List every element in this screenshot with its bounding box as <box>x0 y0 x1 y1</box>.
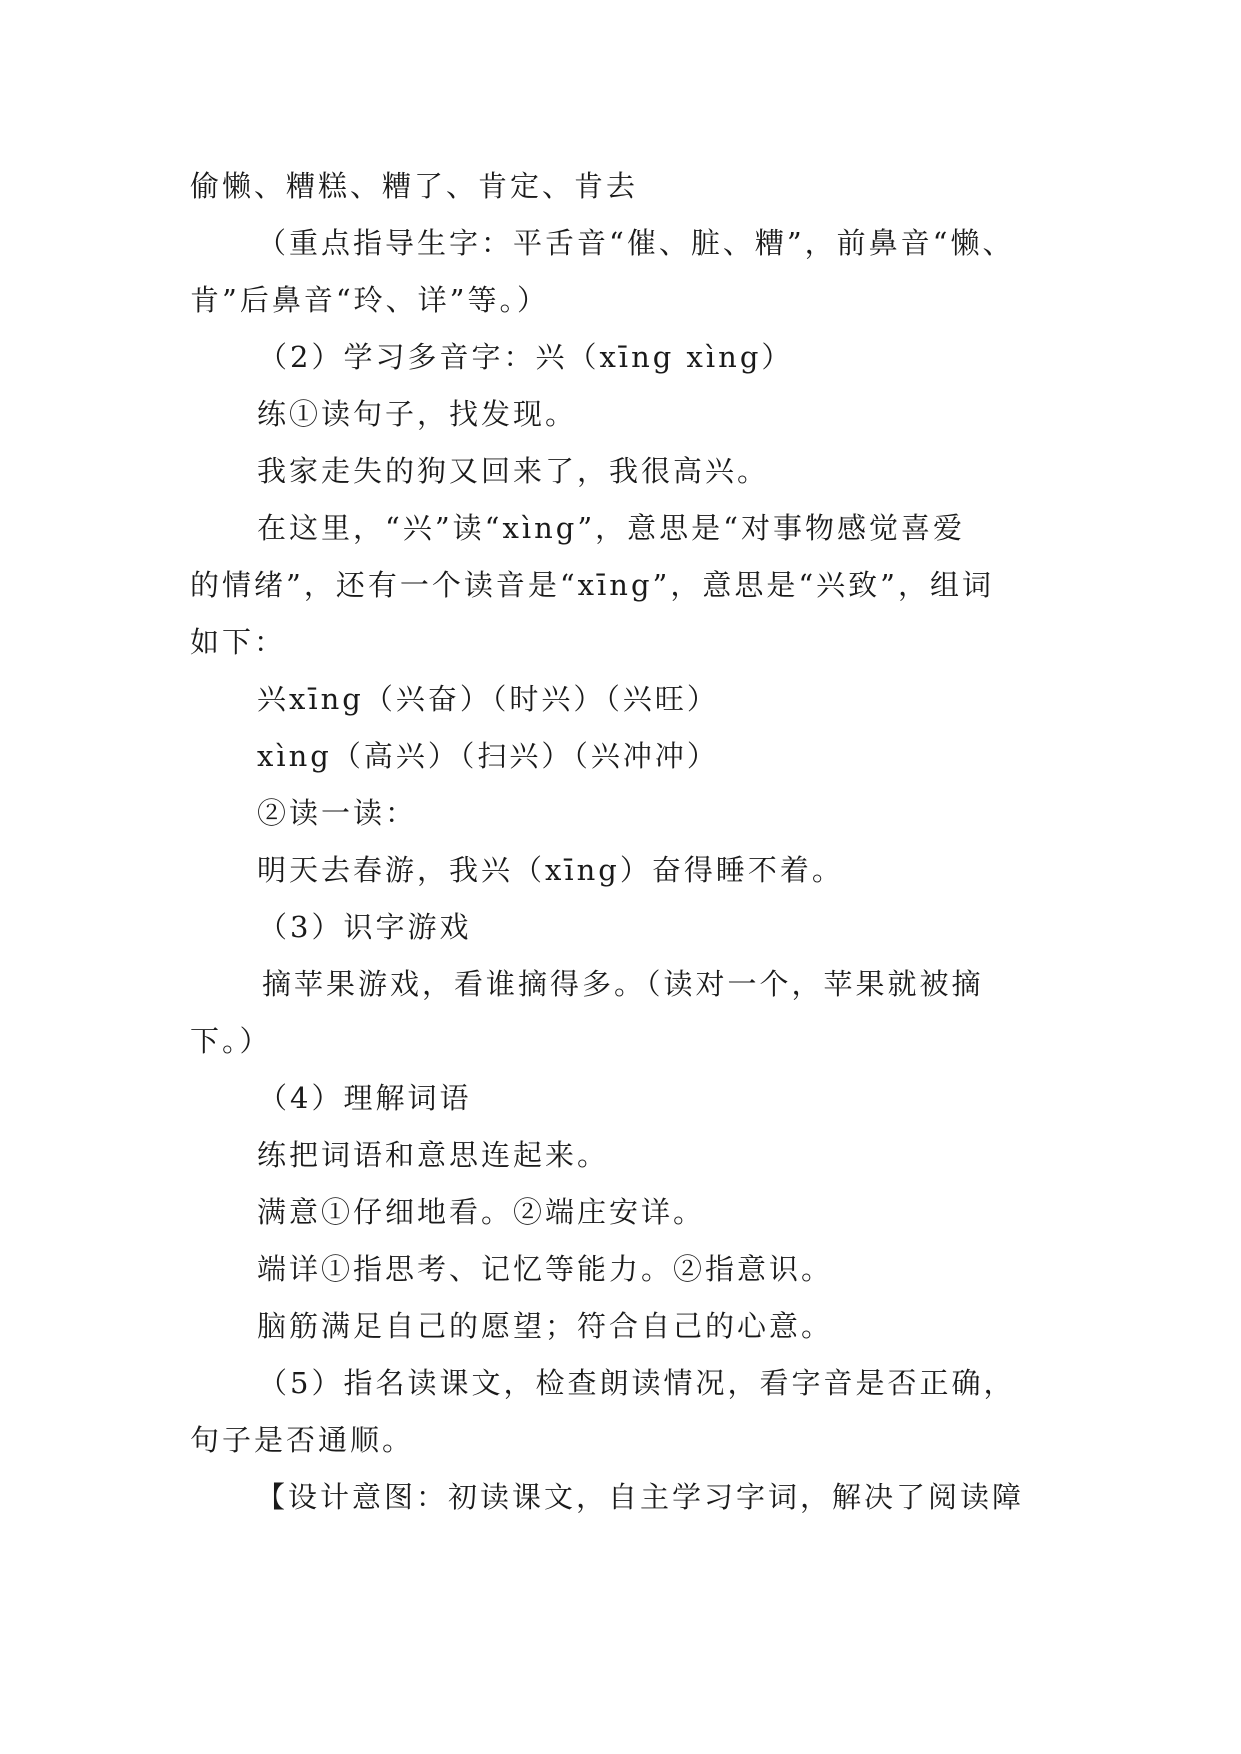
exercise-line: 练把词语和意思连起来。 <box>257 1138 610 1172</box>
instruction-line: （重点指导生字：平舌音“催、脏、糟”，前鼻音“懒、 <box>257 226 1015 260</box>
game-description-continued: 下。） <box>190 1024 272 1058</box>
section-heading-4: （4）理解词语 <box>258 1081 472 1115</box>
section-heading-3: （3）识字游戏 <box>258 910 472 944</box>
example-sentence: 我家走失的狗又回来了，我很高兴。 <box>257 454 770 488</box>
section-text-continued: 句子是否通顺。 <box>190 1423 415 1457</box>
matching-line: 满意①仔细地看。②端庄安详。 <box>257 1195 706 1229</box>
explanation-line-continued: 的情绪”，还有一个读音是“xīng”，意思是“兴致”，组词 <box>190 568 995 602</box>
game-description: 摘苹果游戏，看谁摘得多。（读对一个，苹果就被摘 <box>262 967 984 1001</box>
section-heading-5: （5）指名读课文，检查朗读情况，看字音是否正确， <box>258 1366 1016 1400</box>
instruction-line-continued: 肯”后鼻音“玲、详”等。） <box>190 283 549 317</box>
example-sentence: 明天去春游，我兴（xīng）奋得睡不着。 <box>257 853 844 887</box>
explanation-line-end: 如下： <box>190 625 287 659</box>
word-group-xing4: xìng（高兴）（扫兴）（兴冲冲） <box>257 739 719 773</box>
matching-line: 端详①指思考、记忆等能力。②指意识。 <box>257 1252 834 1286</box>
section-heading-2: （2）学习多音字：兴（xīng xìng） <box>258 340 794 374</box>
word-group-xing1: 兴xīng（兴奋）（时兴）（兴旺） <box>257 682 719 716</box>
matching-line: 脑筋满足自己的愿望；符合自己的心意。 <box>257 1309 834 1343</box>
exercise-line: ②读一读： <box>257 796 418 830</box>
design-intent-line: 【设计意图：初读课文，自主学习字词，解决了阅读障 <box>256 1480 1025 1514</box>
explanation-line: 在这里，“兴”读“xìng”，意思是“对事物感觉喜爱 <box>257 511 966 545</box>
exercise-line: 练①读句子，找发现。 <box>257 397 578 431</box>
word-list-line: 偷懒、糟糕、糟了、肯定、肯去 <box>190 169 639 203</box>
